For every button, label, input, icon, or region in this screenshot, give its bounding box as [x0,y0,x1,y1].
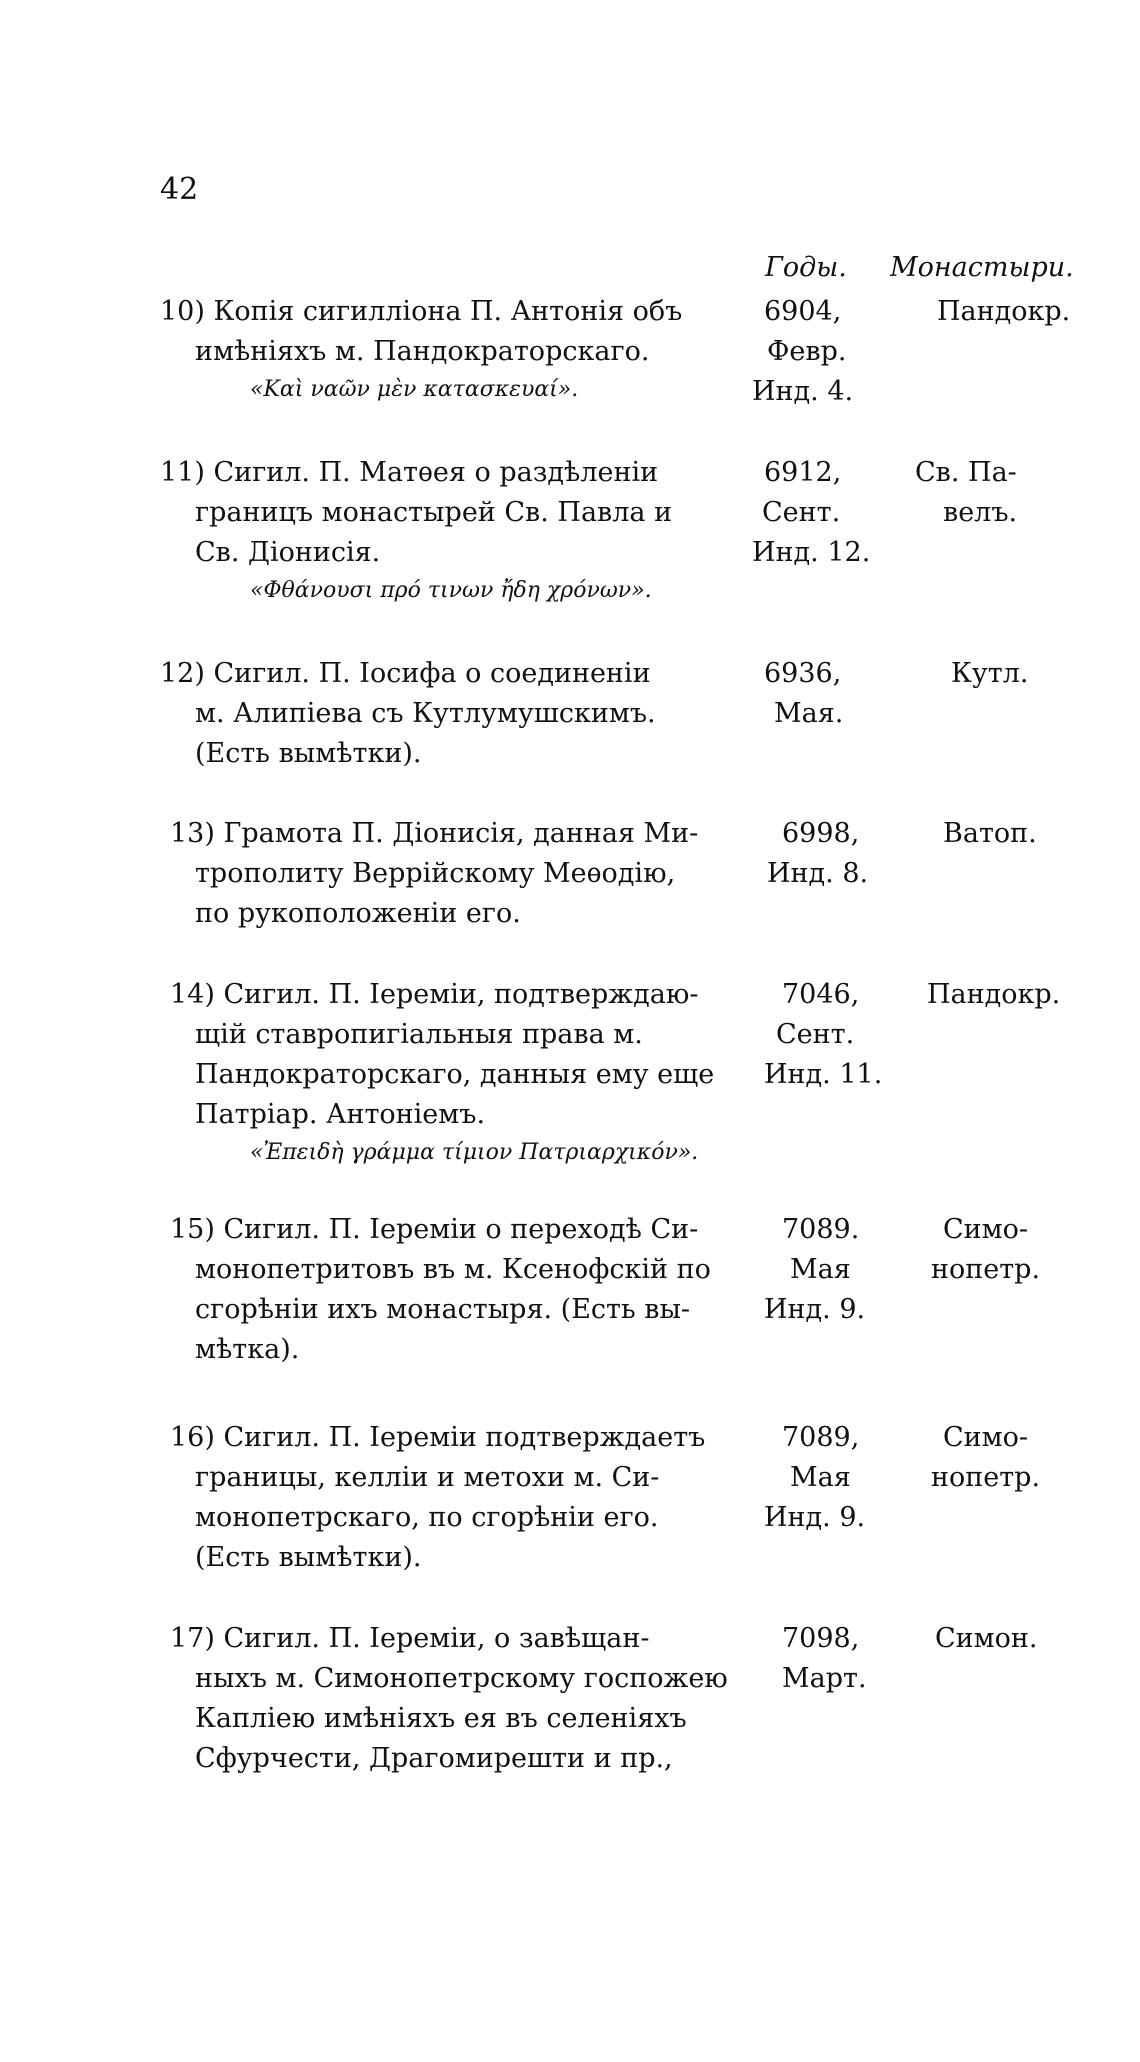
entry-monastery [915,1619,1075,1659]
entry-line: границы, келліи и метохи м. Си- [195,1462,660,1493]
year-line: 7089, [782,1422,860,1453]
year-line: Инд. 12. [752,537,871,568]
entry-line: мѣтка). [195,1334,300,1365]
entry-line: 17) Сигил. П. Іереміи, о завѣщан- [170,1623,650,1654]
year-line: Инд. 11. [764,1059,883,1090]
entry-line: 14) Сигил. П. Іереміи, подтверждаю- [170,979,699,1010]
entry-monastery [915,453,1075,533]
year-line: Инд. 4. [752,376,854,407]
entry-year [752,453,872,573]
entry-description [160,292,725,408]
entry-line: Св. Діонисія. [195,537,381,568]
monastery-line: Ватоп. [943,818,1037,849]
year-line: Инд. 9. [764,1294,866,1325]
entry-line: ныхъ м. Симонопетрскому госпожею [195,1663,728,1694]
monastery-line: велъ. [943,497,1018,528]
entry-line: по рукоположеніи его. [195,898,521,929]
entry-line: 10) Копія сигилліона П. Антонія объ [160,296,683,327]
entry-monastery [915,292,1075,332]
entry-year [752,654,872,734]
greek-incipit: «Καὶ ναῶν μὲν κατασκευαί». [250,377,579,402]
entry-line: Пандократорскаго, данныя ему еще [195,1059,715,1090]
entry-monastery [915,975,1075,1015]
entry-line: 13) Грамота П. Діонисія, данная Ми- [170,818,699,849]
monastery-line: Симо- [943,1214,1029,1245]
year-line: Мая. [774,698,844,729]
entry-description [160,1210,725,1370]
entry-description [160,1418,725,1578]
year-line: Мая [790,1254,851,1285]
year-line: Февр. [767,336,847,367]
year-line: 6912, [764,457,842,488]
entry-year [752,292,872,412]
year-line: 6936, [764,658,842,689]
page-number: 42 [160,172,199,207]
greek-incipit: «Ἐπειδὴ γράμμα τίμιον Πατριαρχικόν». [250,1140,699,1165]
entry-line: (Есть вымѣтки). [195,738,422,769]
year-line: 6998, [782,818,860,849]
year-line: Инд. 8. [767,858,869,889]
monastery-line: нопетр. [931,1462,1041,1493]
entry-line: монопетрскаго, по сгорѣніи его. [195,1502,659,1533]
year-line: Сент. [762,497,841,528]
entry-year [752,975,883,1095]
entry-monastery [915,654,1075,694]
entry-line: имѣніяхъ м. Пандократорскаго. [195,336,650,367]
entry-line: щій ставропигіальныя права м. [195,1019,643,1050]
year-line: 7046, [782,979,860,1010]
entry-line: 15) Сигил. П. Іереміи о переходѣ Си- [170,1214,699,1245]
entry-monastery [915,814,1075,854]
entry-year [752,1418,872,1538]
monastery-line: Кутл. [951,658,1029,689]
entry-description [160,975,725,1171]
year-line: Инд. 9. [764,1502,866,1533]
monastery-line: нопетр. [931,1254,1041,1285]
entry-line: 12) Сигил. П. Іосифа о соединеніи [160,658,651,689]
entry-line: сгорѣніи ихъ монастыря. (Есть вы- [195,1294,691,1325]
entry-description [160,654,725,774]
year-line: Мая [790,1462,851,1493]
entry-description [160,814,725,934]
entry-line: 11) Сигил. П. Матѳея о раздѣленіи [160,457,659,488]
year-line: Сент. [776,1019,855,1050]
entry-line: 16) Сигил. П. Іереміи подтверждаетъ [170,1422,706,1453]
monastery-line: Симон. [935,1623,1038,1654]
monastery-line: Пандокр. [937,296,1071,327]
entry-year [752,814,872,894]
monastery-line: Св. Па- [915,457,1017,488]
entry-line: Сфурчести, Драгомирешти и пр., [195,1743,673,1774]
entry-line: трополиту Веррійскому Меѳодію, [195,858,676,889]
entry-year [752,1210,872,1330]
entry-line: Патріар. Антоніемъ. [195,1099,486,1130]
entry-line: монопетритовъ въ м. Ксенофскій по [195,1254,711,1285]
entry-line: (Есть вымѣтки). [195,1542,422,1573]
greek-incipit: «Φθάνουσι πρό τινων ἤδη χρόνων». [250,578,652,603]
entry-line: границъ монастырей Св. Павла и [195,497,673,528]
entry-description [160,1619,728,1779]
column-header-monasteries: Монастыри. [890,252,1074,283]
entry-line: Капліею имѣніяхъ ея въ селеніяхъ [195,1703,687,1734]
year-line: 6904, [764,296,842,327]
monastery-line: Симо- [943,1422,1029,1453]
entry-line: м. Алипіева съ Кутлумушскимъ. [195,698,656,729]
entry-monastery [915,1210,1075,1290]
column-header-years: Годы. [765,252,847,283]
monastery-line: Пандокр. [927,979,1061,1010]
year-line: 7098, [782,1623,860,1654]
year-line: Март. [782,1663,867,1694]
entry-year [752,1619,872,1699]
entry-monastery [915,1418,1075,1498]
entry-description [160,453,725,609]
year-line: 7089. [782,1214,860,1245]
